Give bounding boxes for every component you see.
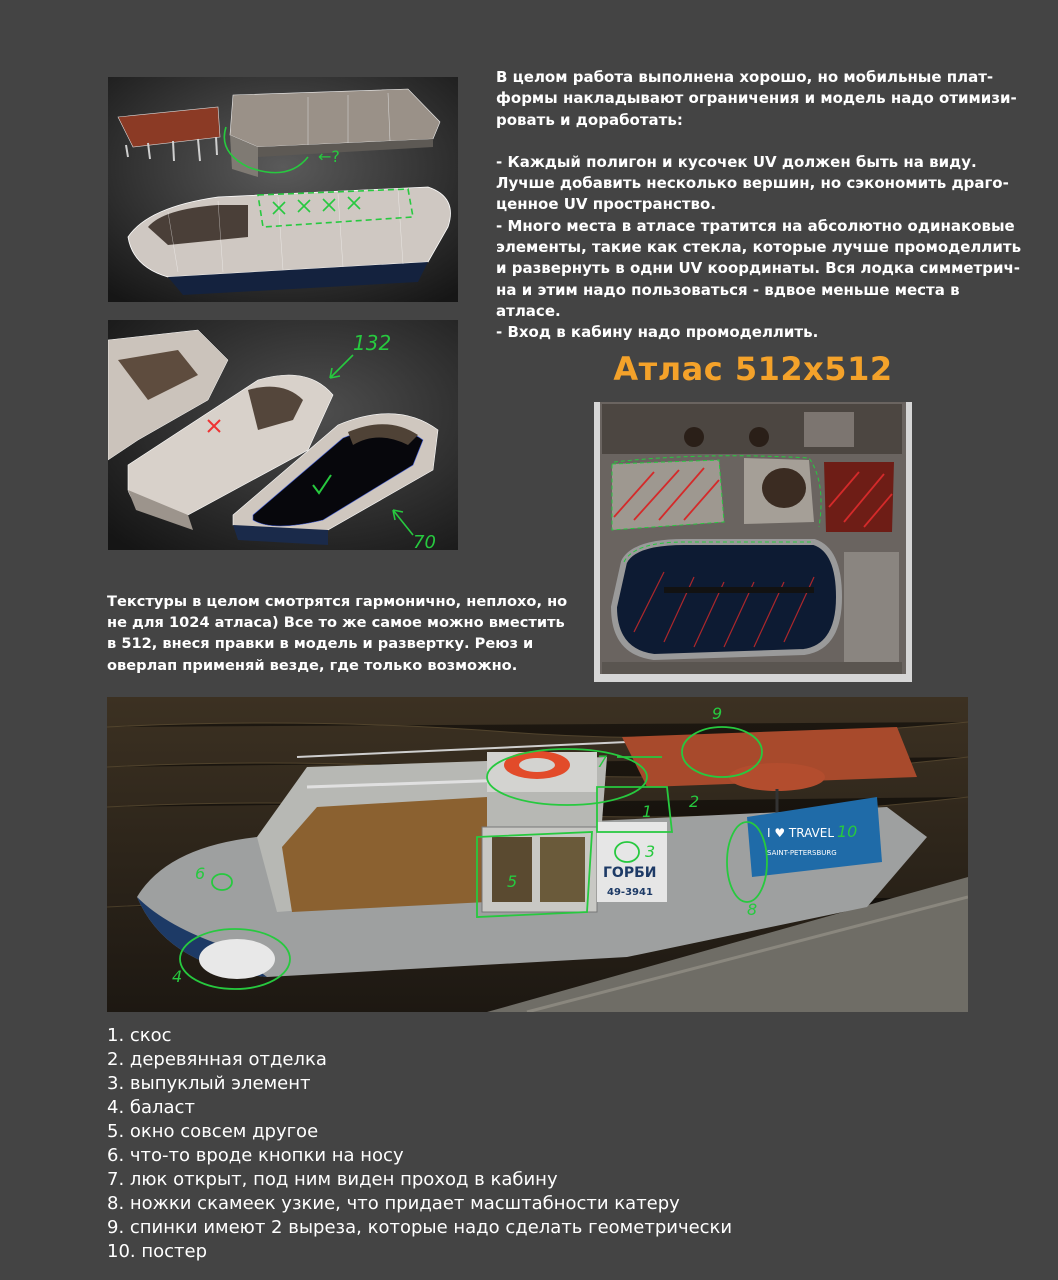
photo-mark-4: 4 [172, 967, 183, 986]
photo-mark-6: 6 [195, 864, 206, 883]
note-item: 4. баласт [107, 1097, 195, 1118]
note-item: 2. деревянная отделка [107, 1049, 327, 1070]
note-item: 10. постер [107, 1241, 208, 1262]
photo-mark-5: 5 [507, 872, 518, 891]
photo-mark-8: 8 [747, 900, 758, 919]
note-item: 8. ножки скамеек узкие, что придает масштабности катеру [107, 1193, 680, 1214]
reference-photo [107, 697, 968, 1012]
texture-comment: Текстуры в целом смотрятся гармонично, неплохо, но не для 1024 атласа) Все то же самое можно вместить в 512, внеся правки в модель и развертку. Реюз и оверлап применяй везде, где только возможно. [107, 593, 568, 674]
note-item: 7. люк открыт, под ним виден проход в кабину [107, 1169, 558, 1190]
photo-mark-7: 7 [597, 752, 608, 771]
photo-mark-10: 10 [837, 822, 858, 841]
note-item: 9. спинки имеют 2 выреза, которые надо сделать геометрически [107, 1217, 733, 1238]
atlas-title: Атлас 512x512 [613, 350, 893, 388]
render-top-image [108, 77, 458, 302]
review-intro: В целом работа выполнена хорошо, но мобильные плат- формы накладывают ограничения и модель надо отимизи- ровать и доработать: [496, 68, 1017, 129]
note-item: 1. скос [107, 1025, 172, 1046]
count-bottom-label: 70 [413, 532, 436, 550]
banner-sub: SAINT-PETERSBURG [767, 849, 837, 857]
question-mark: ←? [318, 147, 340, 166]
banner-text: I ♥ TRAVEL [767, 826, 835, 840]
note-item: 5. окно совсем другое [107, 1121, 319, 1142]
review-point-1: - Каждый полигон и кусочек UV должен быть на виду. Лучше добавить несколько вершин, но сэкономить драго- ценное UV пространство. [496, 152, 1009, 214]
render-mid-image [108, 320, 458, 550]
notes-list [107, 1024, 732, 1264]
spacer [496, 131, 1036, 152]
photo-mark-2: 2 [689, 792, 700, 811]
count-top-label: 132 [353, 331, 392, 355]
note-item: 6. что-то вроде кнопки на носу [107, 1145, 404, 1166]
note-item: 3. выпуклый элемент [107, 1073, 311, 1094]
photo-mark-9: 9 [712, 704, 723, 723]
boat-name: ГОРБИ [603, 865, 657, 881]
review-point-3: - Вход в кабину надо промоделлить. [496, 323, 819, 342]
photo-mark-1: 1 [642, 802, 653, 821]
review-point-2: - Много места в атласе тратится на абсолютно одинаковые элементы, такие как стекла, которые лучше промоделлить и развернуть в одни UV координаты. Вся лодка симметрич- на и этим надо пользоваться - вдвое меньше места в атласе. [496, 216, 1022, 320]
boat-number: 49-3941 [607, 887, 653, 898]
review-text [496, 67, 1036, 344]
atlas-texture-image [594, 402, 912, 682]
photo-mark-3: 3 [645, 842, 656, 861]
